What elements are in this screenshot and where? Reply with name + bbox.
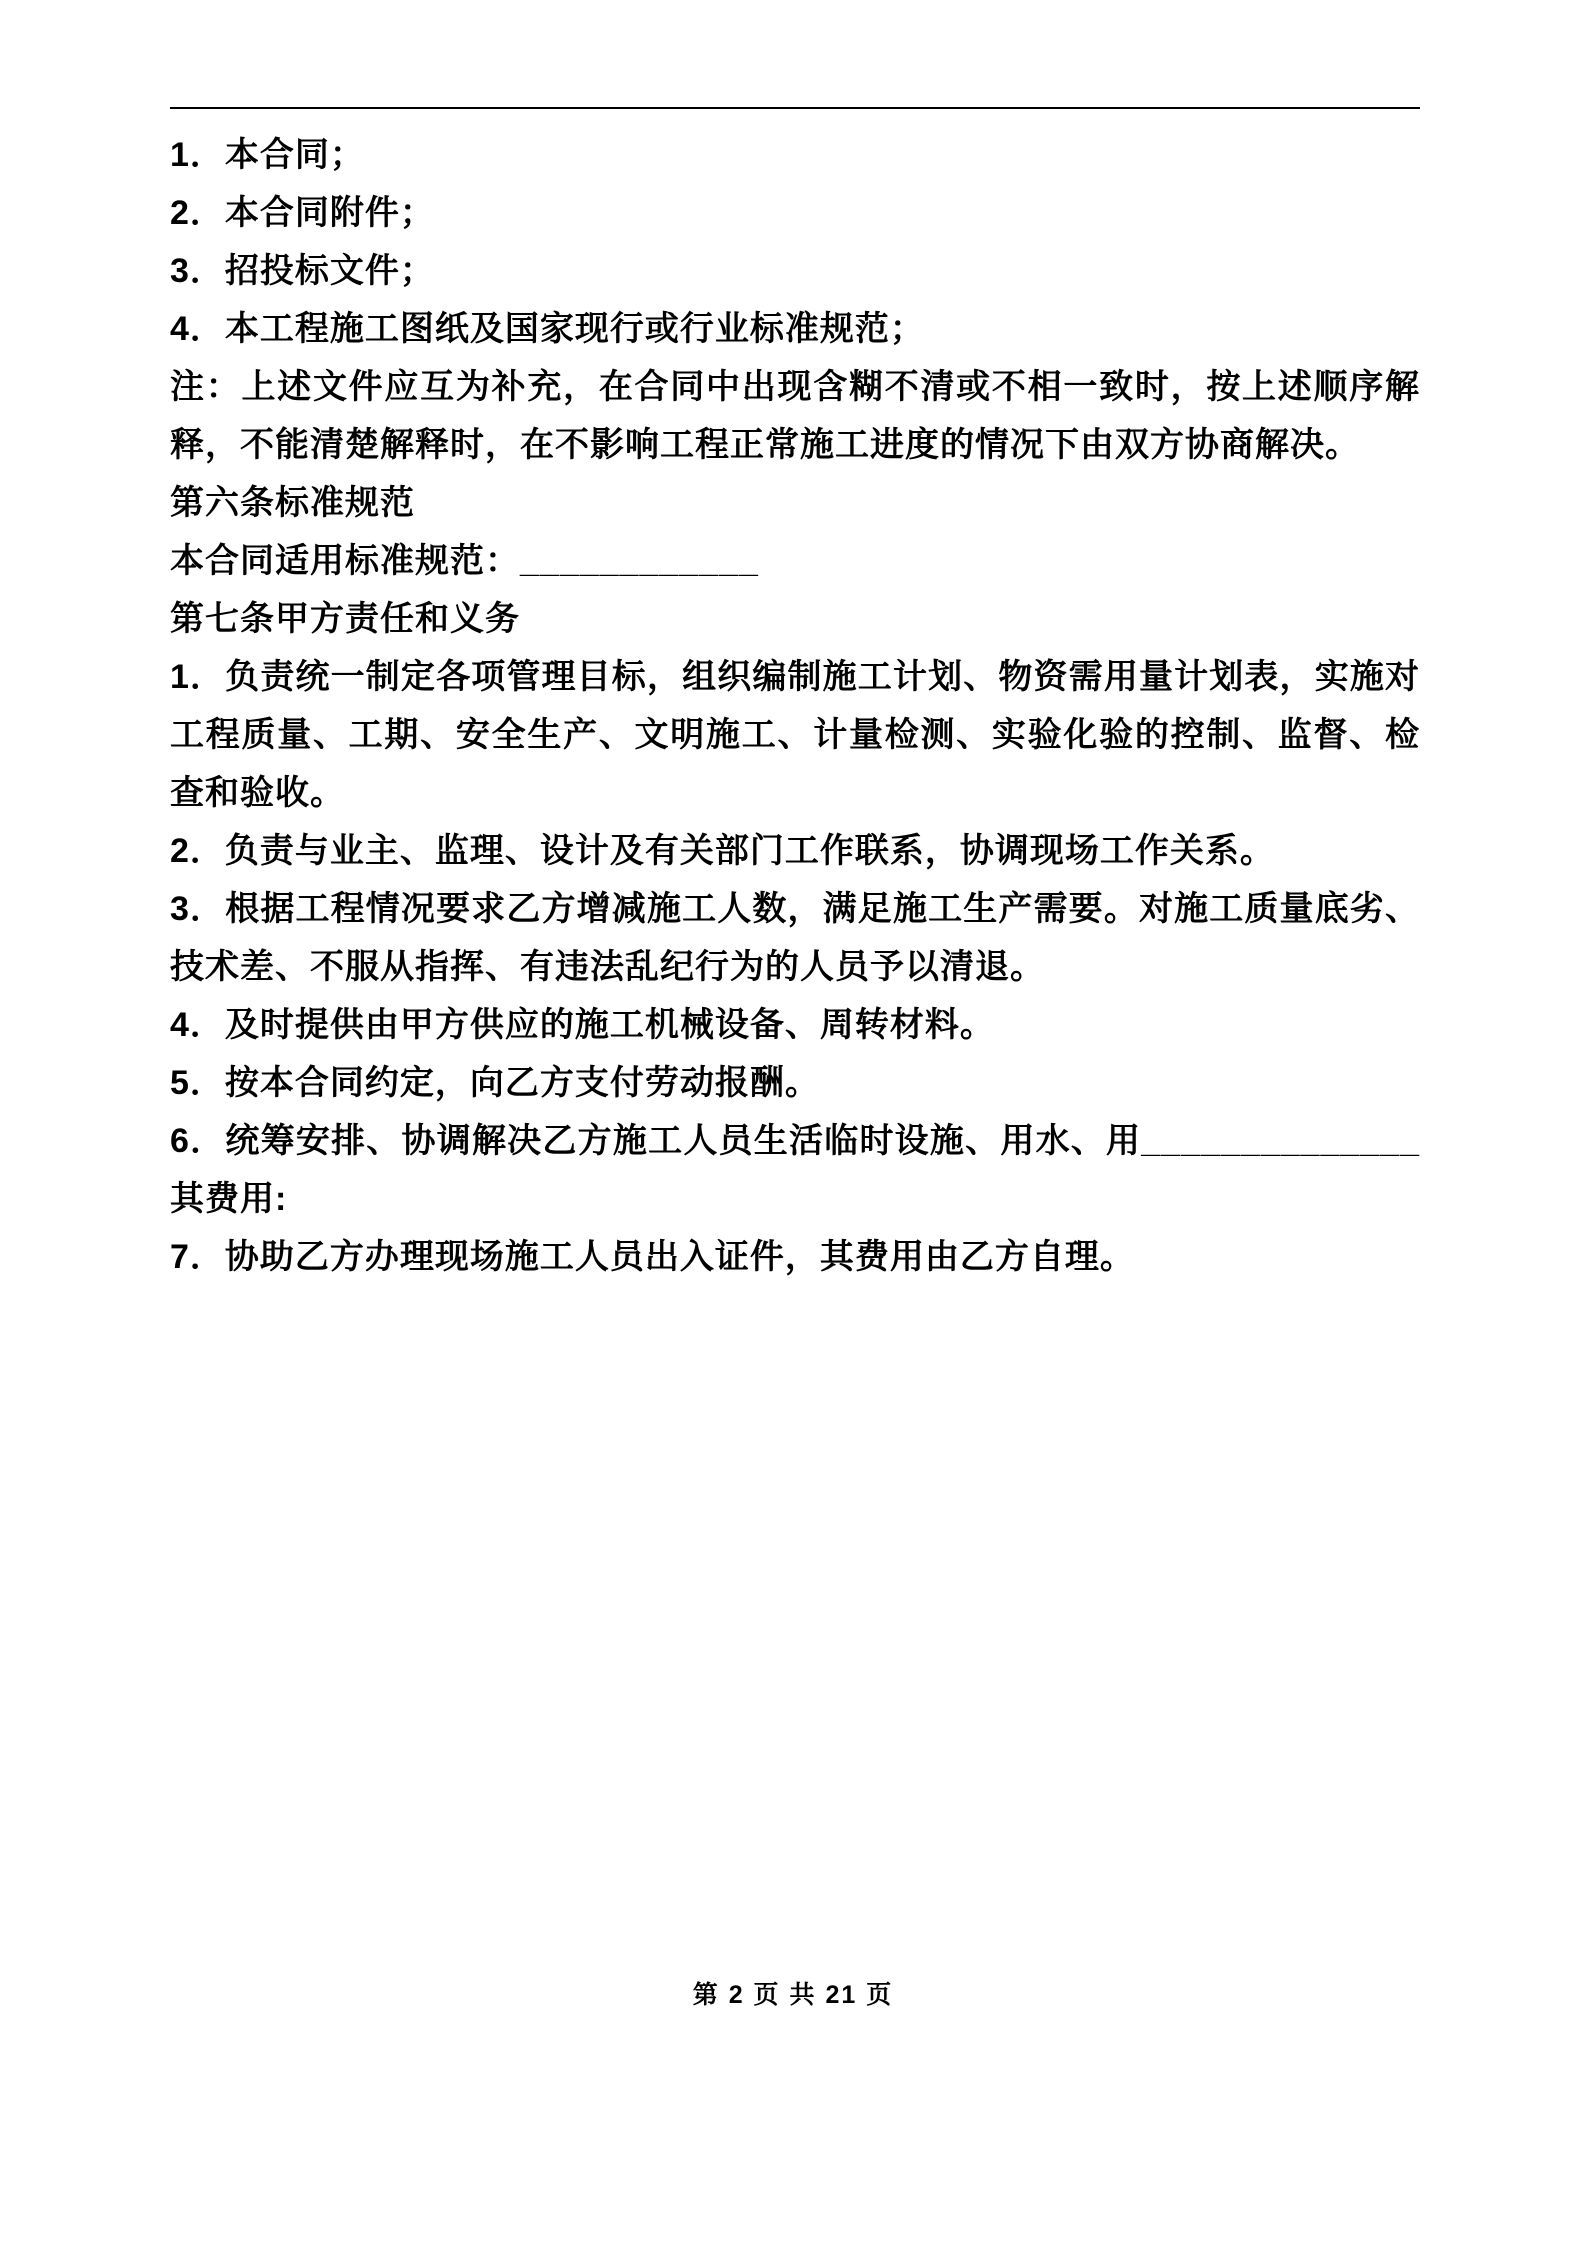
clause-heading-6: 第六条标准规范: [170, 484, 415, 522]
clause-7-item-4: 4．及时提供由甲方供应的施工机械设备、周转材料。: [170, 1006, 995, 1044]
clause-7-item-1: 1．负责统一制定各项管理目标，组织编制施工计划、物资需用量计划表，实施对工程质量、工期、安全生产、文明施工、计量检测、实验化验的控制、监督、检查和验收。: [170, 658, 1420, 812]
clause-7-item-7: 7．协助乙方办理现场施工人员出入证件，其费用由乙方自理。: [170, 1238, 1135, 1276]
clause-7-item-2: 2．负责与业主、监理、设计及有关部门工作联系，协调现场工作关系。: [170, 832, 1275, 870]
header-rule: [170, 107, 1420, 109]
clause-7-item-5: 5．按本合同约定，向乙方支付劳动报酬。: [170, 1064, 820, 1102]
list-item-2: 2．本合同附件；: [170, 194, 435, 232]
list-item-4: 4．本工程施工图纸及国家现行或行业标准规范；: [170, 310, 925, 348]
clause-7-item-6: 6．统筹安排、协调解决乙方施工人员生活临时设施、用水、用______________其费用:: [170, 1122, 1420, 1218]
list-item-1: 1．本合同；: [170, 136, 365, 174]
note-paragraph: 注：上述文件应互为补充，在合同中出现含糊不清或不相一致时，按上述顺序解释，不能清楚解释时，在不影响工程正常施工进度的情况下由双方协商解决。: [170, 368, 1420, 464]
page-footer: 第 2 页 共 21 页: [692, 1981, 894, 2009]
clause-7-item-3: 3．根据工程情况要求乙方增减施工人数，满足施工生产需要。对施工质量底劣、技术差、不服从指挥、有违法乱纪行为的人员予以清退。: [170, 890, 1420, 986]
clause-6-blank-line: 本合同适用标准规范：____________: [170, 542, 759, 580]
clause-heading-7: 第七条甲方责任和义务: [170, 600, 520, 638]
list-item-3: 3．招投标文件；: [170, 252, 435, 290]
document-body: [170, 126, 1420, 1286]
